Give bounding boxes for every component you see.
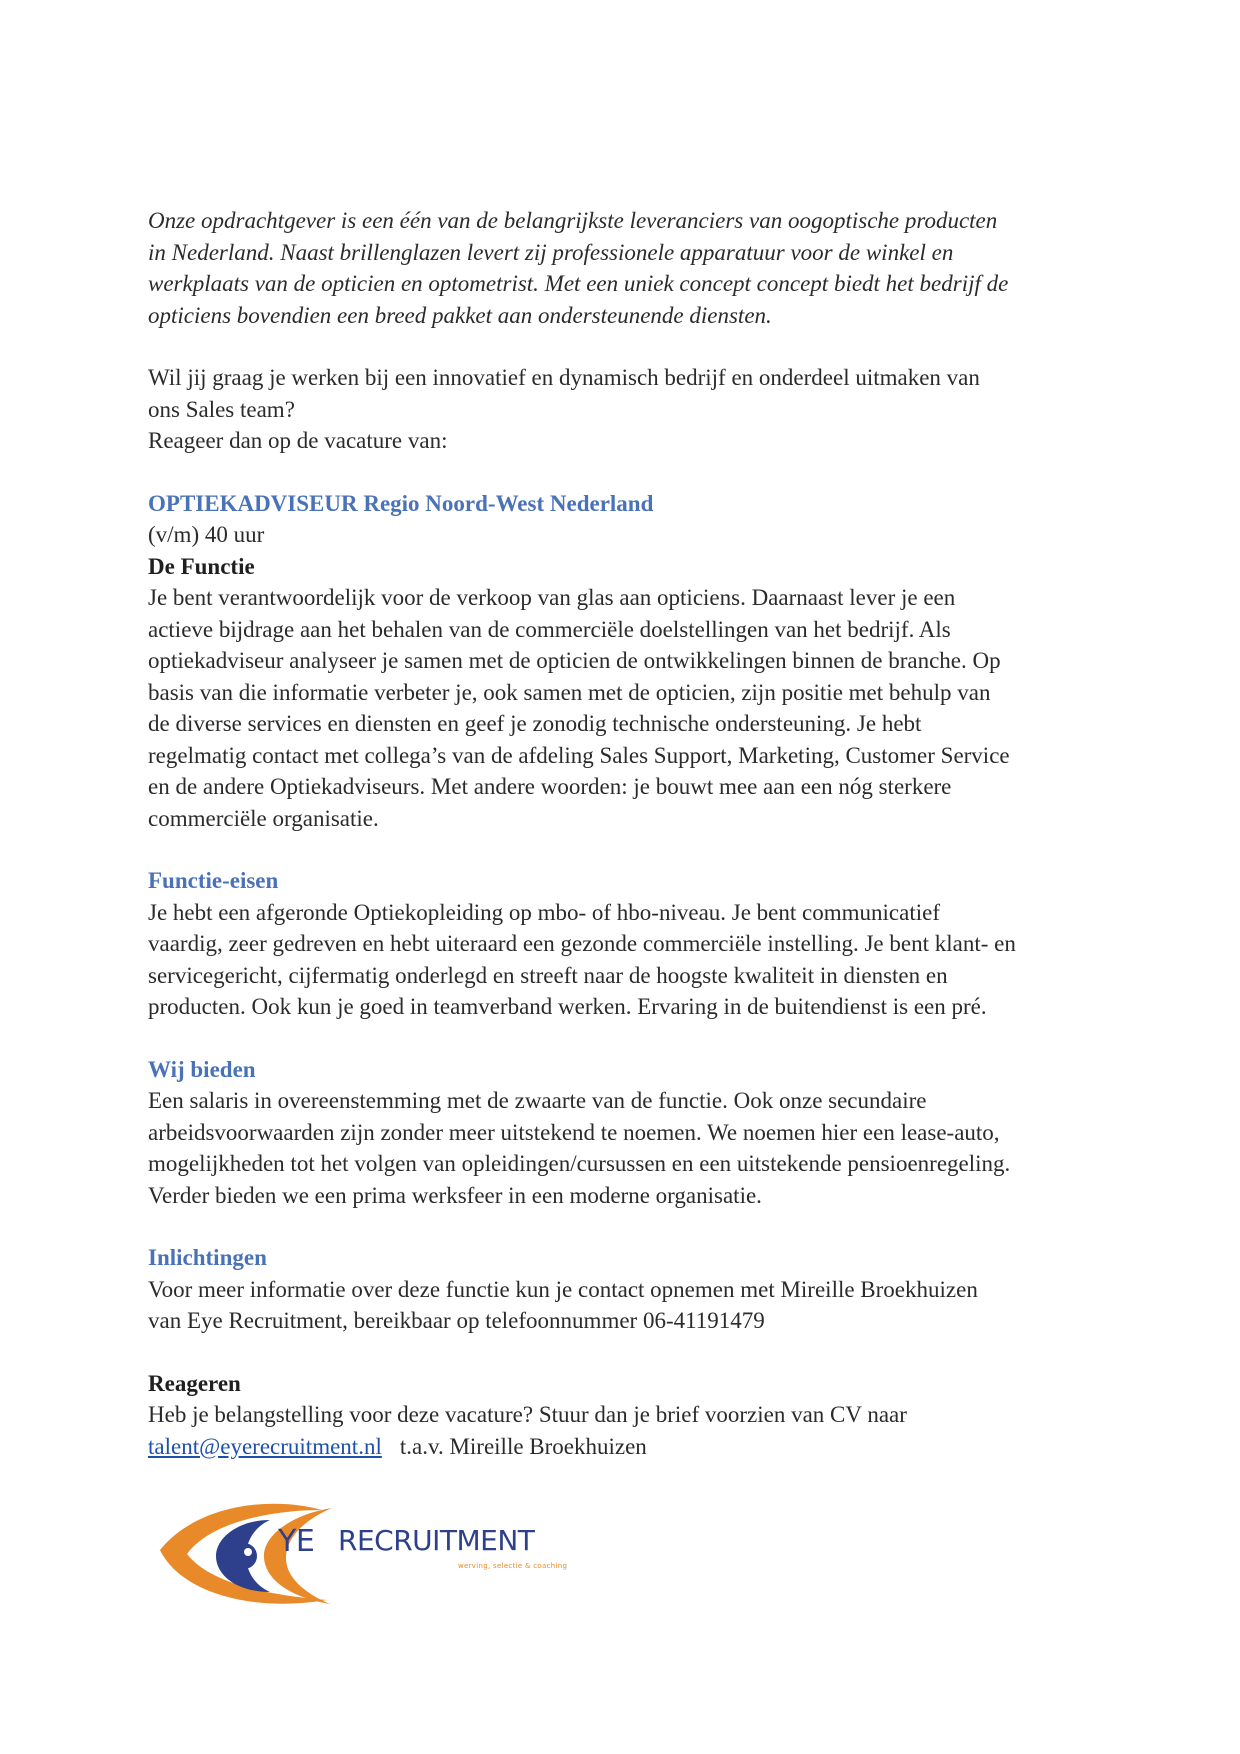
reageren-line: Heb je belangstelling voor deze vacature? Stuur dan je brief voorzien van CV naar xyxy=(148,1402,907,1427)
bieden-line: Een salaris in overeenstemming met de zwaarte van de functie. Ook onze secundaire xyxy=(148,1088,927,1113)
functie-line: Je bent verantwoordelijk voor de verkoop van glas aan opticiens. Daarnaast lever je een xyxy=(148,585,956,610)
inlichtingen-line: Voor meer informatie over deze functie kun je contact opnemen met Mireille Broekhuizen xyxy=(148,1276,978,1302)
tav-text: t.a.v. Mireille Broekhuizen xyxy=(399,1433,647,1459)
bieden-heading: Wij bieden xyxy=(148,1056,256,1082)
logo-ye: YE xyxy=(278,1524,315,1559)
intro-line: in Nederland. Naast brillenglazen levert zij professionele apparatuur voor de winkel en xyxy=(148,239,954,265)
eisen-line: servicegericht, cijfermatig onderlegd en streeft naar de hoogste kwaliteit in diensten en xyxy=(148,962,948,988)
invite-line: ons Sales team? xyxy=(148,396,295,422)
vacancy-document xyxy=(148,205,1108,1462)
bieden-line: mogelijkheden tot het volgen van opleidingen/cursussen en een uitstekende pensioenregeling. xyxy=(148,1151,1011,1176)
functie-paragraph xyxy=(148,582,1108,834)
eisen-line: Je hebt een afgeronde Optiekopleiding op mbo- of hbo-niveau. Je bent communicatief xyxy=(148,899,940,925)
eisen-line: vaardig, zeer gedreven en hebt uiteraard een gezonde commerciële instelling. Je bent klant- en xyxy=(148,931,1016,956)
bieden-line: Verder bieden we een prima werksfeer in een moderne organisatie. xyxy=(148,1182,762,1208)
job-hours: (v/m) 40 uur xyxy=(148,522,265,547)
inlichtingen-heading: Inlichtingen xyxy=(148,1245,267,1270)
spacer xyxy=(148,1211,1108,1242)
functie-line: optiekadviseur analyseer je samen met de opticien de ontwikkelingen binnen de branche. Op xyxy=(148,648,1001,673)
invite-line: Reageer dan op de vacature van: xyxy=(148,428,448,453)
inlichtingen-paragraph xyxy=(148,1274,1108,1337)
intro-line: Onze opdrachtgever is een één van de belangrijkste leveranciers van oogoptische producten xyxy=(148,208,998,233)
spacer xyxy=(148,834,1108,865)
reageren-heading: Reageren xyxy=(148,1370,241,1396)
spacer xyxy=(148,331,1108,362)
spacer xyxy=(148,1337,1108,1368)
job-title: OPTIEKADVISEUR Regio Noord-West Nederland xyxy=(148,490,654,516)
functie-line: actieve bijdrage aan het behalen van de commerciële doelstellingen van het bedrijf. Als xyxy=(148,616,951,642)
functie-line: regelmatig contact met collega’s van de afdeling Sales Support, Marketing, Customer Service xyxy=(148,742,1010,768)
email-link[interactable]: talent@eyerecruitment.nl xyxy=(148,1433,382,1459)
bieden-line: arbeidsvoorwaarden zijn zonder meer uitstekend te noemen. We noemen hier een lease-auto, xyxy=(148,1119,1000,1145)
inlichtingen-line: van Eye Recruitment, bereikbaar op telefoonnummer 06-41191479 xyxy=(148,1308,765,1333)
functie-line: en de andere Optiekadviseurs. Met andere woorden: je bouwt mee aan een nóg sterkere xyxy=(148,774,952,799)
functie-line: de diverse services en diensten en geef je zonodig technische ondersteuning. Je hebt xyxy=(148,711,922,736)
intro-line: werkplaats van de opticien en optometrist. Met een uniek concept concept biedt het bedrijf de xyxy=(148,271,1009,296)
invite-paragraph xyxy=(148,362,1108,457)
eisen-line: producten. Ook kun je goed in teamverband werken. Ervaring in de buitendienst is een pré. xyxy=(148,994,987,1019)
functie-line: commerciële organisatie. xyxy=(148,805,379,831)
logo-wordmark xyxy=(278,1524,535,1559)
invite-line: Wil jij graag je werken bij een innovatief en dynamisch bedrijf en onderdeel uitmaken van xyxy=(148,365,980,390)
logo-tagline: werving, selectie & coaching xyxy=(458,1562,568,1570)
reageren-contact xyxy=(148,1431,1108,1463)
functie-line: basis van die informatie verbeter je, ook samen met de opticien, zijn positie met behulp van xyxy=(148,679,991,705)
intro-paragraph xyxy=(148,205,1108,331)
functie-heading: De Functie xyxy=(148,553,255,579)
logo-name: RECRUITMENT xyxy=(338,1524,535,1557)
spacer xyxy=(148,457,1108,488)
eisen-heading: Functie-eisen xyxy=(148,868,279,893)
bieden-paragraph xyxy=(148,1085,1108,1211)
intro-line: opticiens bovendien een breed pakket aan ondersteunende diensten. xyxy=(148,302,772,328)
logo-pupil xyxy=(231,1543,257,1569)
eisen-paragraph xyxy=(148,897,1108,1023)
spacer xyxy=(148,1023,1108,1054)
